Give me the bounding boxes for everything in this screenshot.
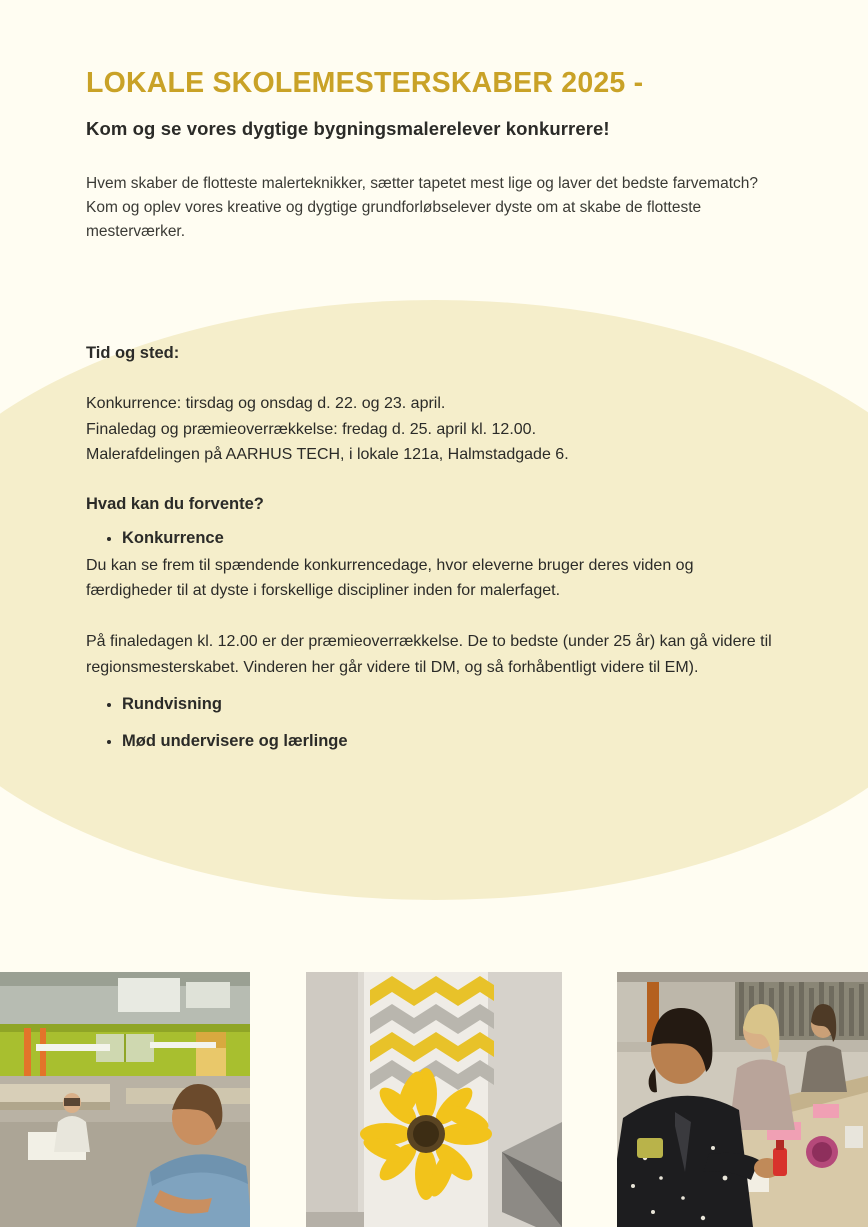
time-place-line-2: Finaledag og præmieoverrækkelse: fredag d. 25. april kl. 12.00. (86, 420, 537, 438)
photo-students-mixing-paint-image (617, 972, 868, 1227)
expect-heading: Hvad kan du forvente? (86, 495, 264, 514)
time-place-lines (86, 391, 782, 467)
expect-bullet-list-meet (86, 729, 782, 754)
time-place-line-1: Konkurrence: tirsdag og onsdag d. 22. og 23. april. (86, 395, 446, 413)
page-subtitle: Kom og se vores dygtige bygningsmalerelever konkurrere! (86, 118, 610, 140)
list-item: • Konkurrence (122, 526, 782, 551)
expect-section (86, 495, 782, 753)
intro-paragraph: Hvem skaber de flotteste malerteknikker, sætter tapetet mest lige og laver det bedste farvematch? Kom og oplev vores kreative og dygtige grundforløbselever dyste om at skabe de flotteste mesterværker. (86, 175, 758, 241)
photo-sunflower-wall (306, 972, 562, 1227)
photo-students-mixing-paint (617, 972, 868, 1227)
photo-workshop-students (0, 972, 250, 1227)
photo-sunflower-wall-image (306, 972, 562, 1227)
time-place-line-3: Malerafdelingen på AARHUS TECH, i lokale 121a, Halmstadgade 6. (86, 445, 569, 463)
page-title: LOKALE SKOLEMESTERSKABER 2025 - (86, 67, 644, 99)
time-place-section (86, 344, 782, 467)
photo-workshop-students-image (0, 972, 250, 1227)
expect-bullet-list-tour (86, 692, 782, 717)
competition-text: Du kan se frem til spændende konkurrencedage, hvor eleverne bruger deres viden og færdigheder til at dyste i forskellige discipliner inden for malerfaget. (86, 556, 694, 600)
expect-bullet-list-competition (86, 526, 782, 551)
time-place-heading: Tid og sted: (86, 344, 180, 363)
photo-strip (0, 972, 868, 1227)
list-item: • Rundvisning (122, 692, 782, 717)
list-item: • Mød undervisere og lærlinge (122, 729, 782, 754)
final-day-text: På finaledagen kl. 12.00 er der præmieoverrækkelse. De to bedste (under 25 år) kan gå videre til regionsmesterskabet. Vinderen her går videre til DM, og så forhåbentligt videre til EM). (86, 633, 772, 676)
